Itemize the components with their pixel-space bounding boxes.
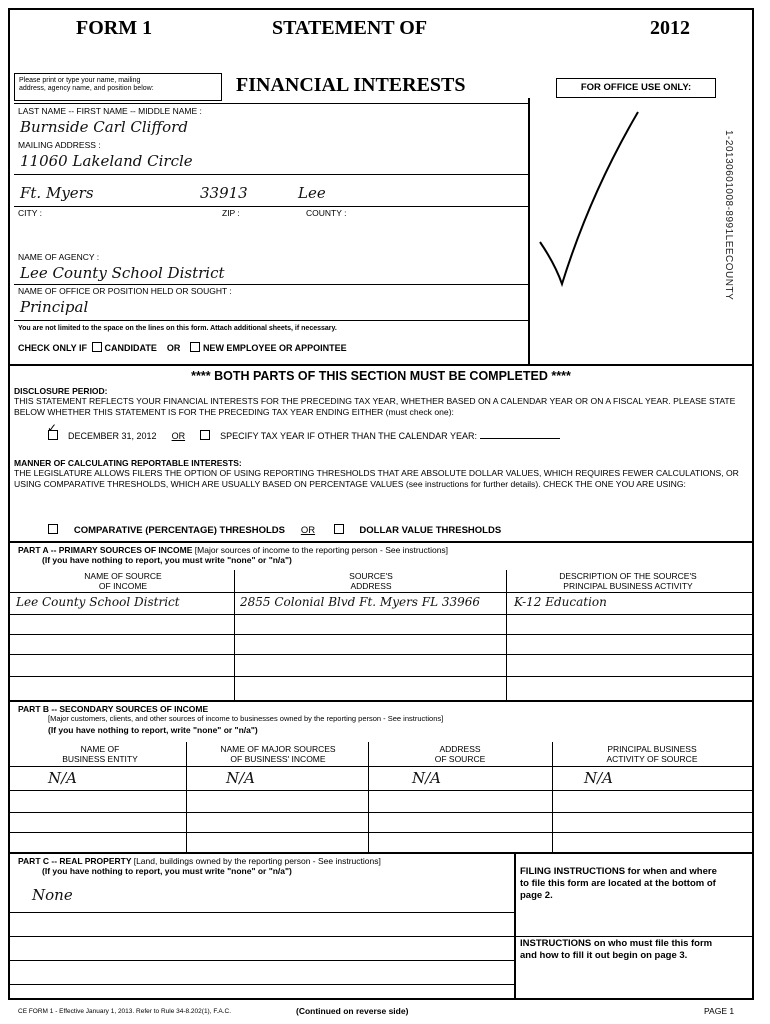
manner-heading: MANNER OF CALCULATING REPORTABLE INTERESTS:: [14, 458, 242, 468]
zip-value[interactable]: 33913: [200, 184, 248, 202]
partC-note: [Land, buildings owned by the reporting person - See instructions]: [133, 856, 381, 866]
specify-field[interactable]: [480, 438, 560, 439]
partB-col1-header: NAME OF BUSINESS ENTITY: [62, 744, 138, 764]
partA-subtitle: (If you have nothing to report, you must write "none" or "n/a"): [42, 555, 292, 565]
partA-row1-address[interactable]: 2855 Colonial Blvd Ft. Myers FL 33966: [240, 595, 481, 609]
dollar-label: DOLLAR VALUE THRESHOLDS: [359, 525, 502, 536]
footer-form-reference: CE FORM 1 - Effective January 1, 2013. Refer to Rule 34-8.202(1), F.A.C.: [18, 1008, 232, 1015]
partA-col2-header: SOURCE'S ADDRESS: [349, 571, 393, 591]
partB-title: PART B -- SECONDARY SOURCES OF INCOME: [18, 704, 209, 714]
partB-row1-address[interactable]: N/A: [412, 769, 442, 787]
print-instruction-line-2: address, agency name, and position below:: [19, 85, 154, 92]
comparative-label: COMPARATIVE (PERCENTAGE) THRESHOLDS: [73, 525, 285, 536]
name-value[interactable]: Burnside Carl Clifford: [20, 118, 188, 136]
partA-row1-name[interactable]: Lee County School District: [16, 595, 180, 609]
partB-subtitle: (If you have nothing to report, write "none" or "n/a"): [48, 725, 258, 735]
period-row: [47, 421, 560, 441]
partA-title-row: [18, 545, 448, 555]
office-value[interactable]: Principal: [20, 298, 89, 316]
partA-title: PART A -- PRIMARY SOURCES OF INCOME: [18, 545, 193, 555]
footer-continued: (Continued on reverse side): [296, 1006, 409, 1016]
title-line-2: FINANCIAL INTERESTS: [236, 74, 466, 96]
partB-row1-entity[interactable]: N/A: [48, 769, 78, 787]
footer-page-number: PAGE 1: [704, 1006, 735, 1016]
specify-label: SPECIFY TAX YEAR IF OTHER THAN THE CALENDAR YEAR:: [220, 431, 478, 441]
partA-col1-header: NAME OF SOURCE OF INCOME: [84, 571, 162, 591]
period-or-label: OR: [171, 431, 186, 441]
form-year: 2012: [650, 17, 690, 39]
threshold-row: [48, 524, 501, 536]
new-employee-label: NEW EMPLOYEE OR APPOINTEE: [202, 343, 347, 353]
partC-title: PART C -- REAL PROPERTY: [18, 856, 132, 866]
filing-instructions: FILING INSTRUCTIONS for when and where to file this form are located at the bottom of page 2.: [520, 866, 717, 901]
attach-note: You are not limited to the space on the lines on this form. Attach additional sheets, if necessary.: [18, 325, 337, 332]
county-value[interactable]: Lee: [298, 184, 326, 202]
partA-note: [Major sources of income to the reporting person - See instructions]: [194, 545, 449, 555]
comparative-checkbox[interactable]: [48, 524, 58, 534]
partC-subtitle: (If you have nothing to report, you must write "none" or "n/a"): [42, 866, 292, 876]
partB-row1-sources[interactable]: N/A: [226, 769, 256, 787]
partB-row1-activity[interactable]: N/A: [584, 769, 614, 787]
new-employee-checkbox[interactable]: [190, 342, 200, 352]
partA-row1-activity[interactable]: K-12 Education: [514, 595, 607, 609]
check-or-label: OR: [166, 343, 181, 353]
partB-col4-header: PRINCIPAL BUSINESS ACTIVITY OF SOURCE: [606, 744, 698, 764]
receipt-stamp: 1-20130601008-8991LEECOUNTY: [723, 130, 734, 301]
candidate-checkbox[interactable]: [92, 342, 102, 352]
office-use-label: FOR OFFICE USE ONLY:: [556, 78, 716, 98]
city-label: CITY :: [18, 208, 42, 218]
candidate-label: CANDIDATE: [104, 343, 157, 353]
partB-note: [Major customers, clients, and other sources of income to businesses owned by the reporting person - See instructions]: [48, 714, 444, 723]
manner-text: THE LEGISLATURE ALLOWS FILERS THE OPTION OF USING REPORTING THRESHOLDS THAT ARE ABSOLUTE DOLLAR VALUES, WHICH REQUIRES FEWER CALCULATIONS, OR USING COMPARATIVE THRESHOLDS, WHICH ARE USUALLY BASED ON PERCENTAGE VALUES (see instructions for further details). CHECK THE ONE YOU ARE USING:: [14, 468, 739, 489]
specify-checkbox[interactable]: [200, 430, 210, 440]
form-number: FORM 1: [76, 17, 153, 39]
partB-col2-header: NAME OF MAJOR SOURCES OF BUSINESS' INCOME: [220, 744, 336, 764]
checkmark-icon: [520, 104, 650, 314]
print-instruction-box: [14, 73, 222, 101]
partC-row1[interactable]: None: [32, 886, 73, 904]
dec31-label: DECEMBER 31, 2012: [68, 431, 157, 441]
zip-label: ZIP :: [222, 208, 240, 218]
dec31-checkbox[interactable]: ✓: [48, 430, 58, 440]
agency-label: NAME OF AGENCY :: [18, 252, 100, 262]
partC-title-row: [18, 856, 381, 866]
agency-value[interactable]: Lee County School District: [20, 264, 225, 282]
office-label: NAME OF OFFICE OR POSITION HELD OR SOUGHT :: [18, 286, 232, 296]
partA-col3-header: DESCRIPTION OF THE SOURCE'S PRINCIPAL BUSINESS ACTIVITY: [559, 571, 697, 591]
section-banner: **** BOTH PARTS OF THIS SECTION MUST BE COMPLETED ****: [191, 369, 571, 383]
check-only-label: CHECK ONLY IF: [18, 343, 88, 353]
mailing-label: MAILING ADDRESS :: [18, 140, 101, 150]
mailing-value[interactable]: 11060 Lakeland Circle: [20, 152, 193, 170]
threshold-or-label: OR: [300, 525, 316, 536]
dollar-checkbox[interactable]: [334, 524, 344, 534]
title-line-1: STATEMENT OF: [272, 17, 428, 39]
check-only-row: [18, 342, 347, 353]
print-instruction-line-1: Please print or type your name, mailing: [19, 77, 141, 84]
city-value[interactable]: Ft. Myers: [20, 184, 94, 202]
partB-col3-header: ADDRESS OF SOURCE: [434, 744, 486, 764]
who-must-file-instructions: INSTRUCTIONS on who must file this form and how to fill it out begin on page 3.: [520, 938, 713, 961]
disclosure-heading: DISCLOSURE PERIOD:: [14, 386, 108, 396]
county-label: COUNTY :: [306, 208, 347, 218]
name-label: LAST NAME -- FIRST NAME -- MIDDLE NAME :: [18, 106, 202, 116]
disclosure-text: THIS STATEMENT REFLECTS YOUR FINANCIAL INTERESTS FOR THE PRECEDING TAX YEAR, WHETHER BASED ON A CALENDAR YEAR OR ON A FISCAL YEAR. PLEASE STATE BELOW WHETHER THIS STATEMENT IS FOR THE PRECEDING TAX YEAR ENDING EITHER (must check one):: [14, 396, 736, 417]
